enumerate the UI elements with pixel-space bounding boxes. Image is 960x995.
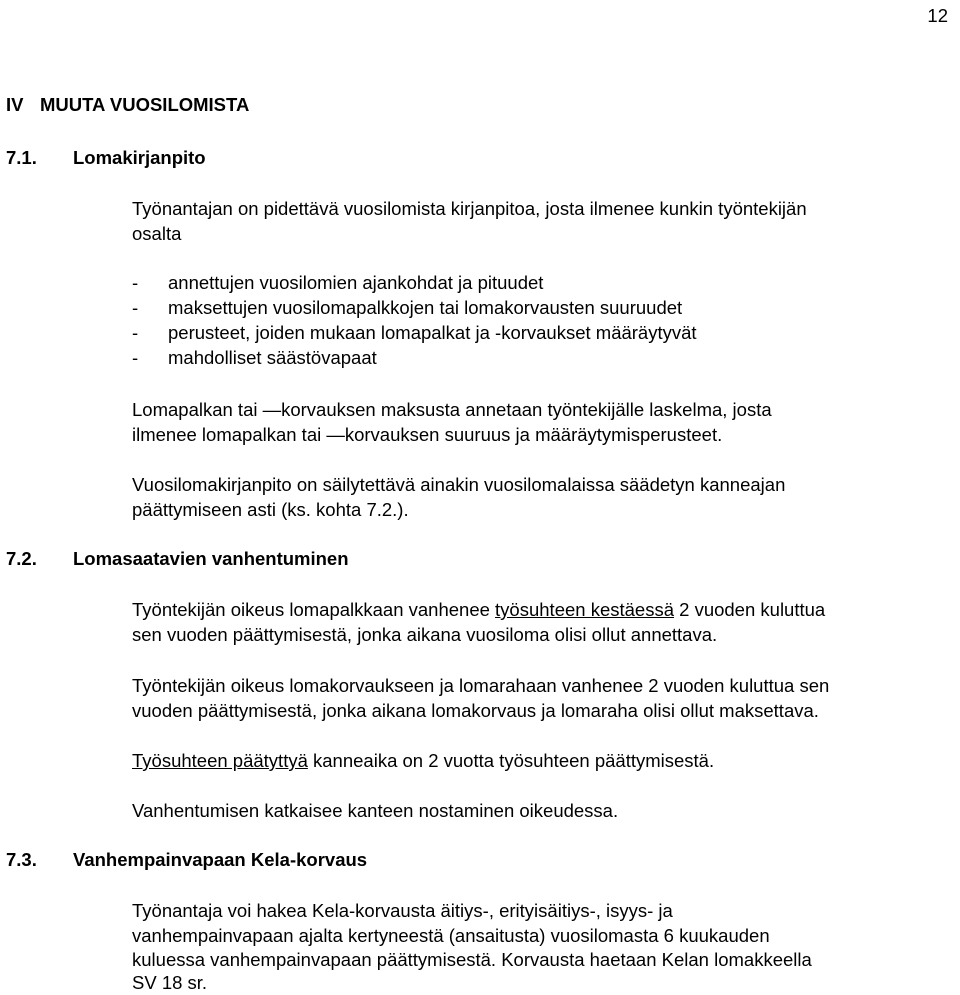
s71-p2-line-2: ilmenee lomapalkan tai —korvauksen suuruus ja määräytymisperusteet. <box>132 424 723 445</box>
section-7-1-number: 7.1. <box>6 147 37 168</box>
s72-p2-line-2: vuoden päättymisestä, jonka aikana lomakorvaus ja lomaraha olisi ollut maksettava. <box>132 700 819 721</box>
section-7-1-title: Lomakirjanpito <box>73 147 206 168</box>
list-item: - perusteet, joiden mukaan lomapalkat ja -korvaukset määräytyvät <box>132 322 697 343</box>
s73-p1-line-3: kuluessa vanhempainvapaan päättymisestä. Korvausta haetaan Kelan lomakkeella <box>132 949 812 970</box>
section-7-3-number: 7.3. <box>6 849 37 870</box>
s72-p4: Vanhentumisen katkaisee kanteen nostaminen oikeudessa. <box>132 800 619 821</box>
s71-p3-line-1: Vuosilomakirjanpito on säilytettävä ainakin vuosilomalaissa säädetyn kanneajan <box>132 474 786 495</box>
chapter-title: MUUTA VUOSILOMISTA <box>40 94 250 115</box>
s72-p1-line-2: sen vuoden päättymisestä, jonka aikana vuosiloma olisi ollut annettava. <box>132 624 718 645</box>
chapter-number: IV <box>6 94 24 115</box>
s71-p3-line-2: päättymiseen asti (ks. kohta 7.2.). <box>132 499 409 520</box>
section-7-3-title: Vanhempainvapaan Kela-korvaus <box>73 849 368 870</box>
s71-p2-line-1: Lomapalkan tai —korvauksen maksusta annetaan työntekijälle laskelma, josta <box>132 399 772 420</box>
s71-intro-line-2: osalta <box>132 223 182 244</box>
link-employment-during[interactable]: työsuhteen kestäessä <box>495 599 674 620</box>
s73-p1-line-1: Työnantaja voi hakea Kela-korvausta äitiys-, erityisäitiys-, isyys- ja <box>132 900 673 921</box>
page-number: 12 <box>927 5 948 26</box>
section-7-2-title: Lomasaatavien vanhentuminen <box>73 548 349 569</box>
link-employment-ended[interactable]: Työsuhteen päätyttyä <box>132 750 308 771</box>
s71-intro-line-1: Työnantajan on pidettävä vuosilomista kirjanpitoa, josta ilmenee kunkin työntekijän <box>132 198 807 219</box>
s72-p3: Työsuhteen päätyttyä kanneaika on 2 vuotta työsuhteen päättymisestä. <box>132 750 715 771</box>
list-item: - annettujen vuosilomien ajankohdat ja pituudet <box>132 272 544 293</box>
s72-p2-line-1: Työntekijän oikeus lomakorvaukseen ja lomarahaan vanhenee 2 vuoden kuluttua sen <box>132 675 830 696</box>
list-item: - maksettujen vuosilomapalkkojen tai lomakorvausten suuruudet <box>132 297 683 318</box>
list-item: - mahdolliset säästövapaat <box>132 347 377 368</box>
s73-p1-line-4: SV 18 sr. <box>132 972 208 993</box>
s73-p1-line-2: vanhempainvapaan ajalta kertyneestä (ansaitusta) vuosilomasta 6 kuukauden <box>132 925 770 946</box>
section-7-2-number: 7.2. <box>6 548 37 569</box>
s72-p1-line-1: Työntekijän oikeus lomapalkkaan vanhenee työsuhteen kestäessä 2 vuoden kuluttua <box>132 599 826 620</box>
